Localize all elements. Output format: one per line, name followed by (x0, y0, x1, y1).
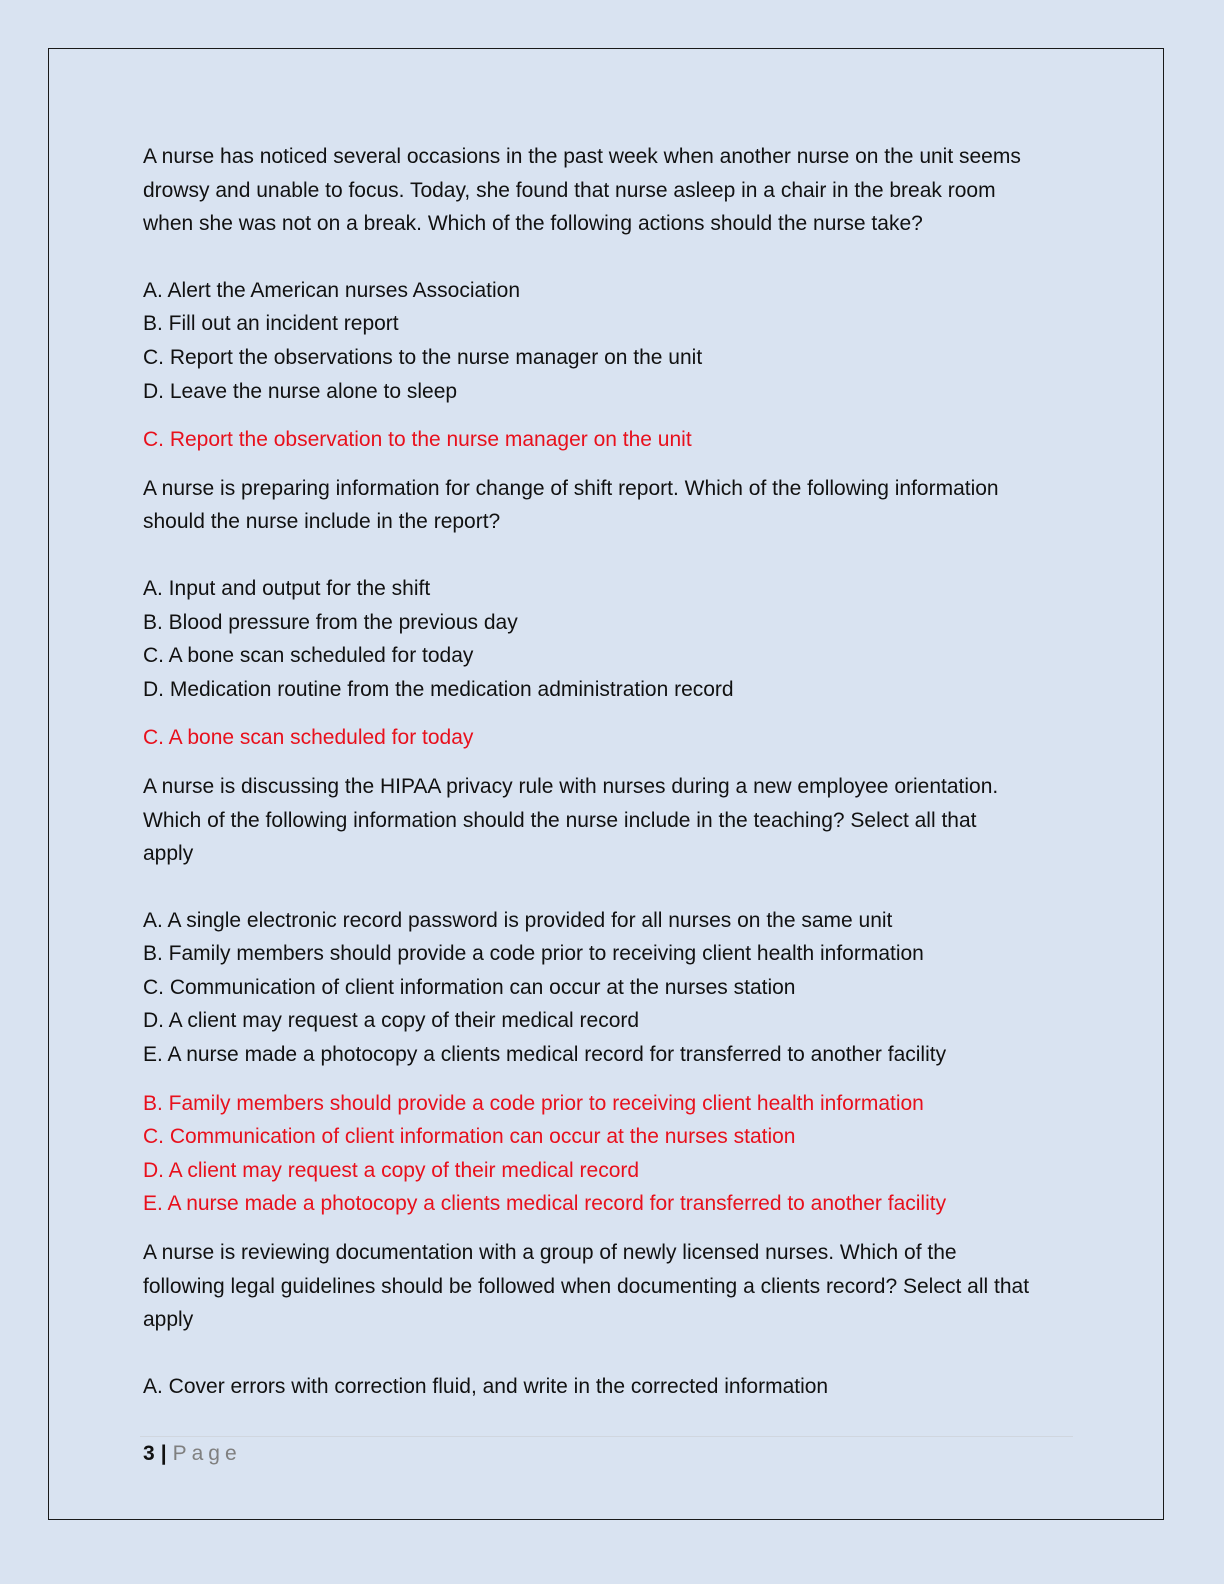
answer-list (143, 423, 1078, 457)
answer-item: E. A nurse made a photocopy a clients medical record for transferred to another facility (143, 1192, 947, 1216)
option-item: B. Blood pressure from the previous day (143, 610, 518, 634)
option-item: A. Alert the American nurses Association (143, 278, 521, 302)
footer-divider (140, 1436, 1073, 1437)
answer-item: B. Family members should provide a code prior to receiving client health information (143, 1091, 924, 1115)
options-list (143, 904, 1078, 1072)
option-item: D. Medication routine from the medication administration record (143, 677, 734, 701)
page-footer (143, 1440, 242, 1468)
answer-item: D. A client may request a copy of their medical record (143, 1158, 640, 1182)
answer-item: C. Report the observation to the nurse manager on the unit (143, 428, 692, 452)
answer-item: C. Communication of client information can occur at the nurses station (143, 1125, 796, 1149)
page-number: 3 (143, 1442, 155, 1465)
option-item: D. A client may request a copy of their medical record (143, 1009, 640, 1033)
footer-separator: | (160, 1442, 167, 1465)
question-block (143, 140, 1078, 457)
option-item: E. A nurse made a photocopy a clients medical record for transferred to another facility (143, 1043, 947, 1067)
question-stem: A nurse is discussing the HIPAA privacy rule with nurses during a new employee orientation. Which of the following information should the nurse include in the teaching? Select all that apply (143, 774, 999, 866)
question-stem: A nurse has noticed several occasions in the past week when another nurse on the unit seems drowsy and unable to focus. Today, she found that nurse asleep in a chair in the break room when she was not on a break. Which of the following actions should the nurse take? (143, 145, 1021, 236)
question-block (143, 770, 1078, 1221)
option-item: B. Fill out an incident report (143, 312, 399, 336)
option-item: A. Input and output for the shift (143, 576, 431, 600)
options-list (143, 572, 1078, 706)
option-item: C. Communication of client information can occur at the nurses station (143, 975, 796, 999)
answer-item: C. A bone scan scheduled for today (143, 726, 474, 750)
option-item: B. Family members should provide a code prior to receiving client health information (143, 942, 924, 966)
options-list (143, 274, 1078, 408)
question-block (143, 1236, 1078, 1403)
answer-list (143, 721, 1078, 755)
options-list (143, 1370, 1078, 1404)
question-stem: A nurse is reviewing documentation with a group of newly licensed nurses. Which of the following legal guidelines should be followed when documenting a clients record? Select all that apply (143, 1241, 1030, 1332)
option-item: C. A bone scan scheduled for today (143, 644, 474, 668)
question-block (143, 472, 1078, 755)
option-item: A. A single electronic record password is provided for all nurses on the same unit (143, 908, 893, 932)
question-stem: A nurse is preparing information for change of shift report. Which of the following information should the nurse include in the report? (143, 476, 999, 534)
document-body (143, 140, 1078, 1418)
page-label: Page (172, 1442, 242, 1465)
option-item: A. Cover errors with correction fluid, and write in the corrected information (143, 1374, 829, 1398)
answer-list (143, 1087, 1078, 1221)
option-item: D. Leave the nurse alone to sleep (143, 379, 458, 403)
option-item: C. Report the observations to the nurse manager on the unit (143, 345, 703, 369)
